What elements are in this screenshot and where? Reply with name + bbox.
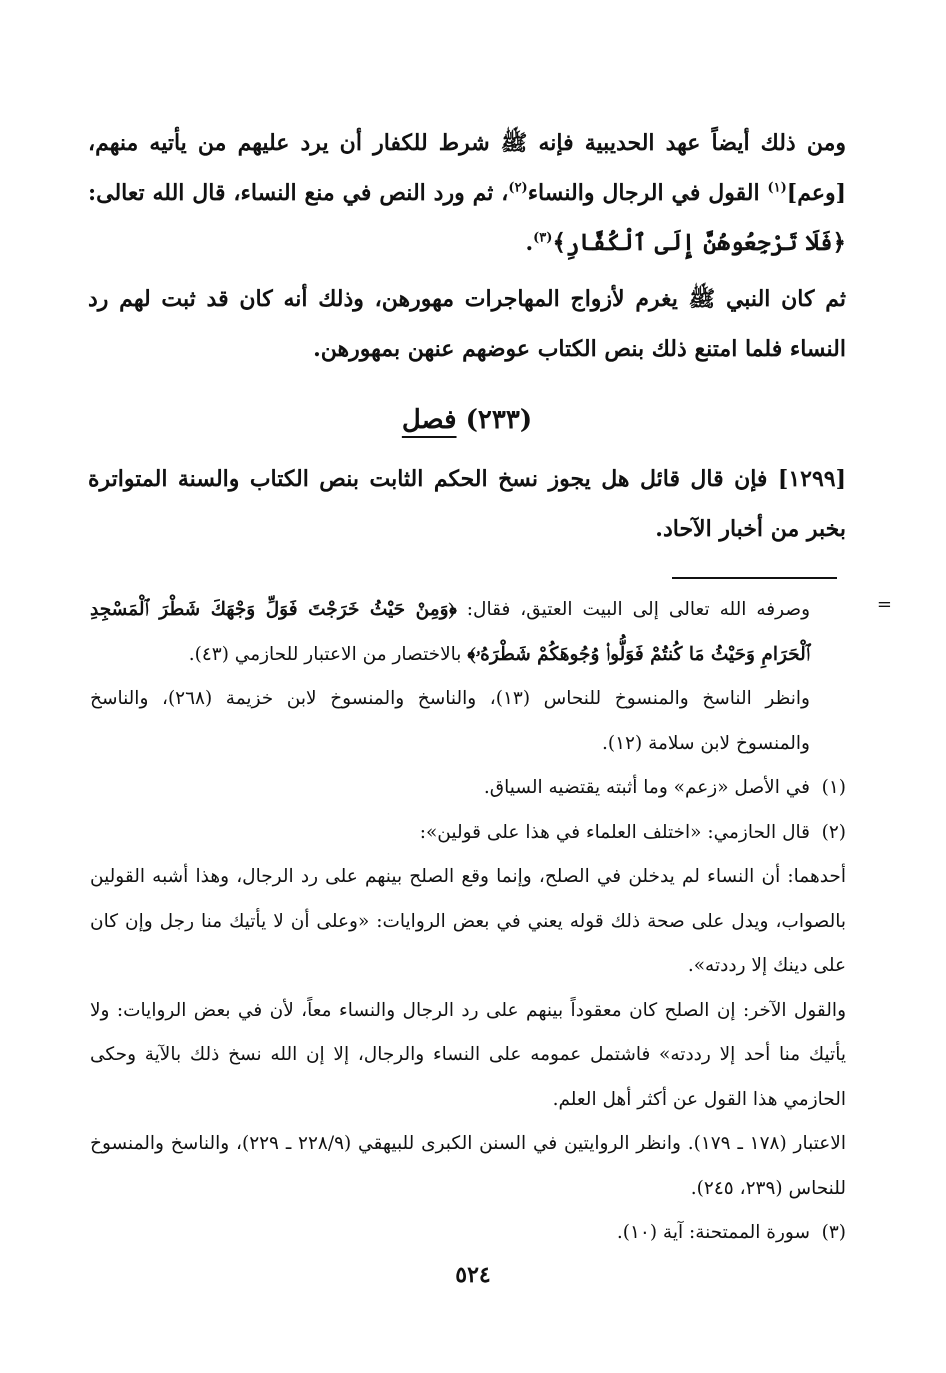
footnote-cont-text-a: وصرفه الله تعالى إلى البيت العتيق، فقال: [456,599,810,620]
footnote-separator [672,577,837,579]
main-text [88,118,846,554]
footnote-2-paragraph-3: الاعتبار (١٧٨ ـ ١٧٩). وانظر الروايتين في السنن الكبرى للبيهقي (٢٢٨/٩ ـ ٢٢٩)، والناسخ والمنسوخ للنحاس (٢٣٩، ٢٤٥). [90,1133,846,1199]
quran-verse: ﴿فَلَا تَرْجِعُوهُنَّ إِلَى ٱلْكُفَّارِ﴾ [552,229,846,256]
footnote-1-text: في الأصل «زعم» وما أثبته يقتضيه السياق. [483,777,810,798]
section-number: (٢٣٣) [465,405,533,435]
section-heading [88,392,846,448]
footnote-2 [90,811,846,856]
footnote-3-number: (٣) [821,1222,846,1243]
footnote-continuation-2: وانظر الناسخ والمنسوخ للنحاس (١٣)، والناسخ والمنسوخ لابن خزيمة (٢٦٨)، والناسخ والمنسوخ لابن سلامة (١٢). [90,688,810,754]
footnote-2-paragraph-1: أحدهما: أن النساء لم يدخلن في الصلح، وإنما وقع الصلح بينهم على رد الرجال، وهذا أشبه القولين بالصواب، ويدل على صحة ذلك قوله يعني في بعض الروايات: «وعلى أن لا يأتيك منا رجل وإن كان على دينك إلا رددته». [90,866,846,976]
footnote-quran-verse: ﴿وَمِنْ حَيْثُ خَرَجْتَ فَوَلِّ وَجْهَكَ شَطْرَ ٱلْمَسْجِدِ ٱلْحَرَامِ وَحَيْثُ مَا كُنتُمْ فَوَلُّوا۟ وُجُوهَكُمْ شَطْرَهُۥ﴾ [90,599,810,665]
continuation-mark: = [876,594,892,615]
footnote-2-number: (٢) [821,821,846,843]
footnote-continuation [90,588,846,677]
footnote-1-number: (١) [821,777,846,798]
footnote-ref-1[interactable]: (١) [767,180,787,196]
paragraph-1-text-c: ، ثم ورد النص في منع النساء، قال الله تعالى: [88,180,509,206]
footnote-cont-text-b: بالاختصار من الاعتبار للحازمي (٤٣). [188,643,468,665]
footnote-2-paragraph-2: والقول الآخر: إن الصلح كان معقوداً بينهم على رد الرجال والنساء معاً، لأن في بعض الروايات: ولا يأتيك منا أحد إلا رددته» فاشتمل عمومه على النساء والرجال، إلا إن الله نسخ ذلك بالآية وحكى الحازمي هذا القول عن أكثر أهل العلم. [90,999,846,1110]
paragraph-1-text-a: ومن ذلك أيضاً عهد الحديبية فإنه ﷺ شرط للكفار أن يرد عليهم من يأتيه منهم، [وعم] [88,130,846,206]
paragraph-1-end: . [525,230,534,256]
paragraph-2: ثم كان النبي ﷺ يغرم لأزواج المهاجرات مهورهن، وذلك أنه كان قد ثبت لهم رد النساء فلما امتنع ذلك بنص الكتاب عوضهم عنهن بمهورهن. [88,286,846,362]
page-number: ٥٢٤ [455,1262,491,1288]
section-word: فصل [401,405,457,435]
page-body [88,118,846,554]
footnotes [90,588,892,1256]
footnote-2-text: قال الحازمي: «اختلف العلماء في هذا على قولين»: [419,821,810,843]
paragraph-1-text-b: القول في الرجال والنساء [527,180,768,206]
footnote-ref-3[interactable]: (٣) [533,230,553,246]
paragraph-3: [١٢٩٩] فإن قال قائل هل يجوز نسخ الحكم الثابت بنص الكتاب والسنة المتواترة بخبر من أخبار الآحاد. [88,466,846,542]
footnote-1 [90,766,846,811]
footnote-3 [90,1211,846,1256]
footnote-3-text: سورة الممتحنة: آية (١٠). [616,1222,810,1243]
paragraph-1 [88,118,846,268]
footnote-ref-2[interactable]: (٢) [508,180,528,196]
